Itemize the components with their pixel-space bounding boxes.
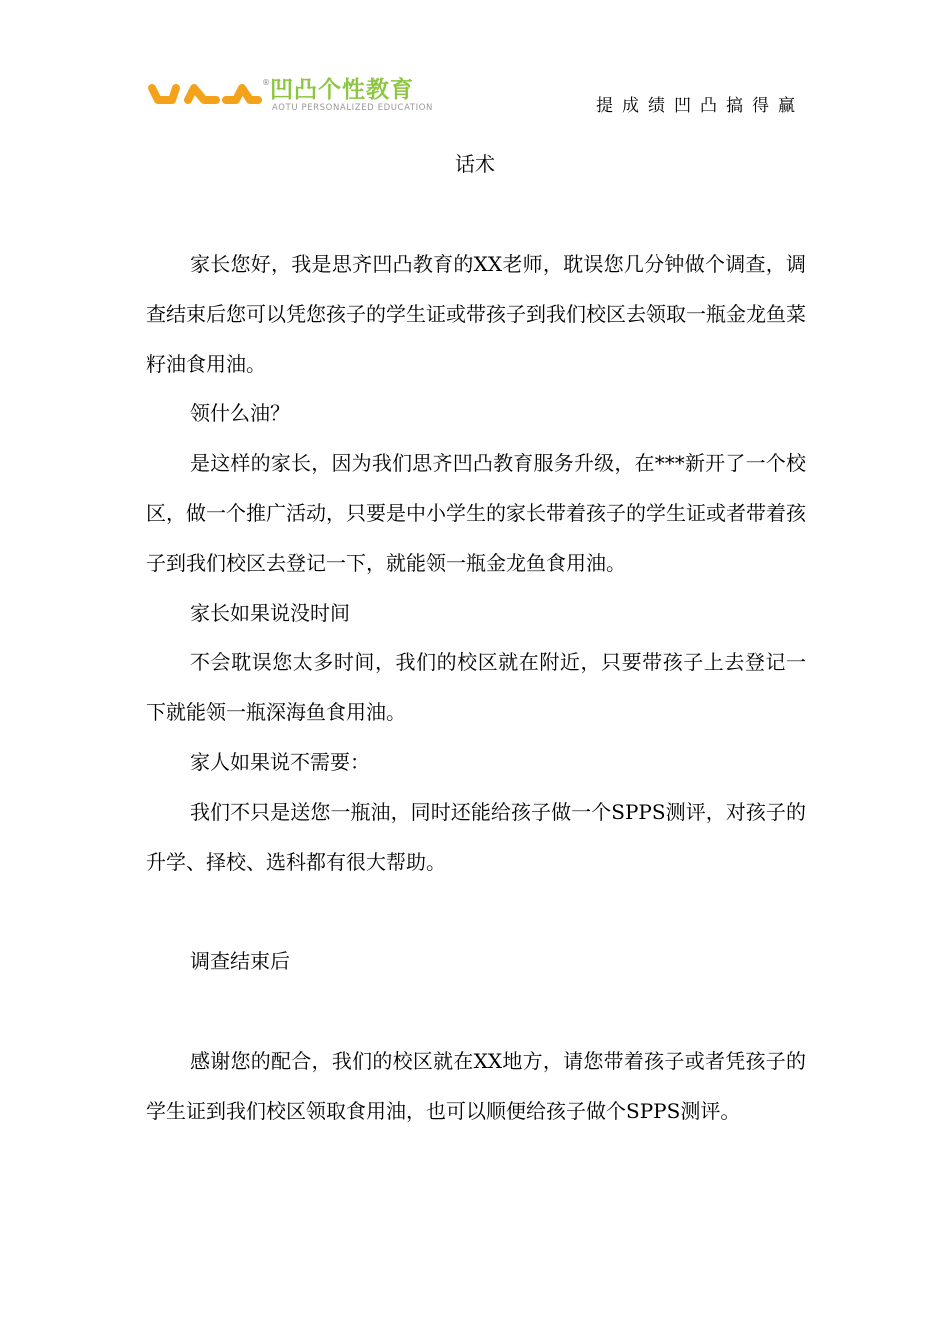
aotu-logo-mark-icon [146, 80, 264, 108]
paragraph-greeting: 家长您好，我是思齐凹凸教育的XX老师，耽误您几分钟做个调查，调查结束后您可以凭您孩子的学生证或带孩子到我们校区去领取一瓶金龙鱼菜籽油食用油。 [146, 252, 806, 376]
paragraph-oil-answer: 是这样的家长，因为我们思齐凹凸教育服务升级，在***新开了一个校区，做一个推广活动，只要是中小学生的家长带着孩子的学生证或者带着孩子到我们校区去登记一下，就能领一瓶金龙鱼食用油。 [146, 451, 806, 575]
logo-chinese-text: 凹凸个性教育 [270, 77, 414, 103]
paragraph-not-needed: 家人如果说不需要： [190, 749, 370, 774]
paragraph-thanks: 感谢您的配合，我们的校区就在XX地方，请您带着孩子或者凭孩子的学生证到我们校区领取食用油，也可以顺便给孩子做个SPPS测评。 [146, 1049, 806, 1123]
registered-mark: ® [262, 78, 270, 87]
document-body [146, 240, 806, 1137]
paragraph-no-time: 家长如果说没时间 [190, 600, 350, 625]
aotu-logo [146, 76, 486, 116]
paragraph-no-time-answer: 不会耽误您太多时间，我们的校区就在附近，只要带孩子上去登记一下就能领一瓶深海鱼食用油。 [146, 650, 806, 725]
logo-english-text: AOTU PERSONALIZED EDUCATION [272, 103, 433, 113]
document-title: 话术 [455, 152, 495, 176]
paragraph-question-oil: 领什么油？ [190, 401, 290, 426]
paragraph-not-needed-answer: 我们不只是送您一瓶油，同时还能给孩子做一个SPPS测评，对孩子的升学、择校、选科都有很大帮助。 [146, 799, 806, 874]
paragraph-after-survey: 调查结束后 [190, 949, 290, 974]
spacer [146, 887, 806, 937]
spacer [146, 987, 806, 1037]
header-slogan: 提成绩凹凸搞得赢 [596, 96, 804, 116]
page-header [0, 0, 950, 140]
